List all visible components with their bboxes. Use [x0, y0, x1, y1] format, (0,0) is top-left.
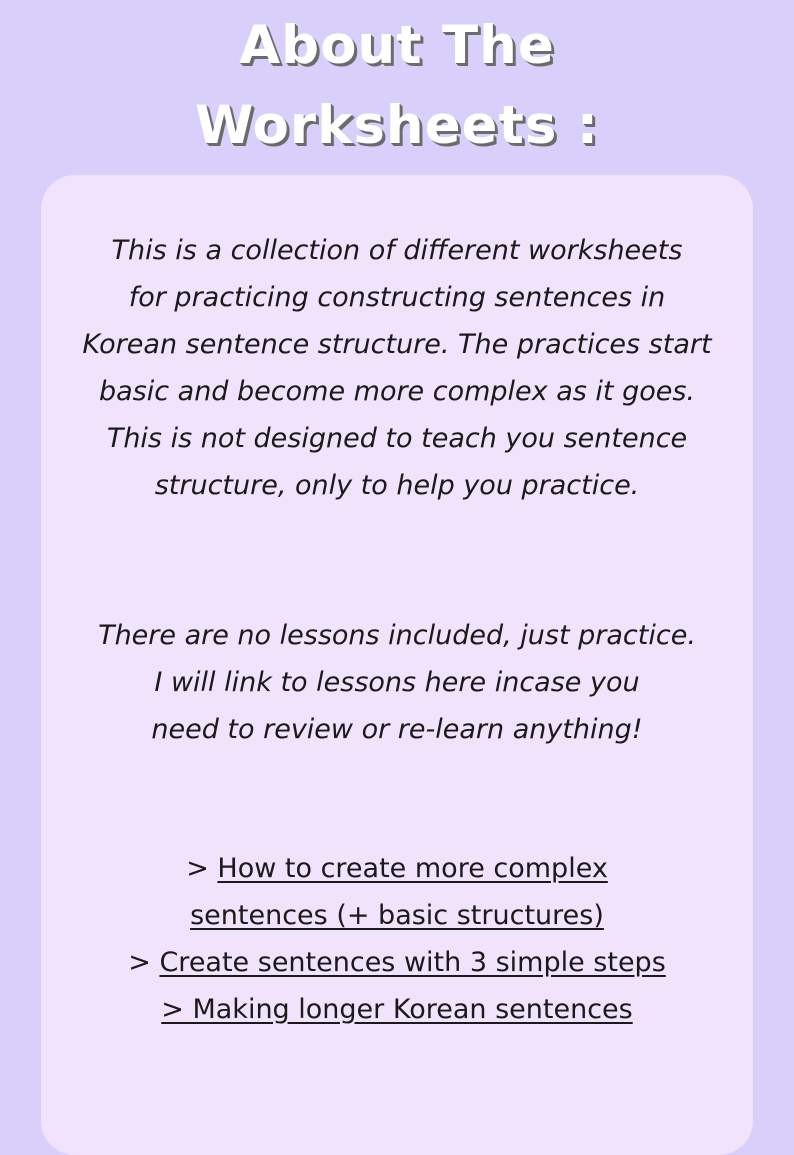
link-row-2 [41, 892, 753, 939]
link-complex-sentences-continued[interactable]: sentences (+ basic structures) [190, 900, 604, 931]
intro-line: structure, only to help you practice. [154, 470, 640, 501]
link-longer-korean-sentences[interactable]: > Making longer Korean sentences [161, 994, 633, 1025]
note-line: need to review or re-learn anything! [151, 714, 643, 745]
lesson-links [41, 845, 753, 1033]
content-card [41, 175, 753, 1155]
link-complex-sentences[interactable]: How to create more complex [217, 853, 608, 884]
intro-line: This is not designed to teach you sentence [106, 423, 688, 454]
intro-line: for practicing constructing sentences in [128, 282, 666, 313]
intro-line: This is a collection of different worksheets [111, 235, 683, 266]
link-prefix: > [186, 853, 218, 884]
note-line: I will link to lessons here incase you [154, 667, 640, 698]
intro-line: basic and become more complex as it goes. [98, 376, 696, 407]
intro-paragraph [41, 227, 753, 509]
title-line-1: About The [239, 15, 555, 76]
page-title [0, 6, 794, 166]
intro-line: Korean sentence structure. The practices start [82, 329, 712, 360]
link-row-1 [41, 845, 753, 892]
note-paragraph [41, 612, 753, 753]
link-row-4 [41, 986, 753, 1033]
note-line: There are no lessons included, just practice. [98, 620, 696, 651]
link-row-3 [41, 939, 753, 986]
title-line-2: Worksheets : [194, 95, 600, 156]
link-prefix: > [128, 947, 160, 978]
link-three-simple-steps[interactable]: Create sentences with 3 simple steps [159, 947, 666, 978]
